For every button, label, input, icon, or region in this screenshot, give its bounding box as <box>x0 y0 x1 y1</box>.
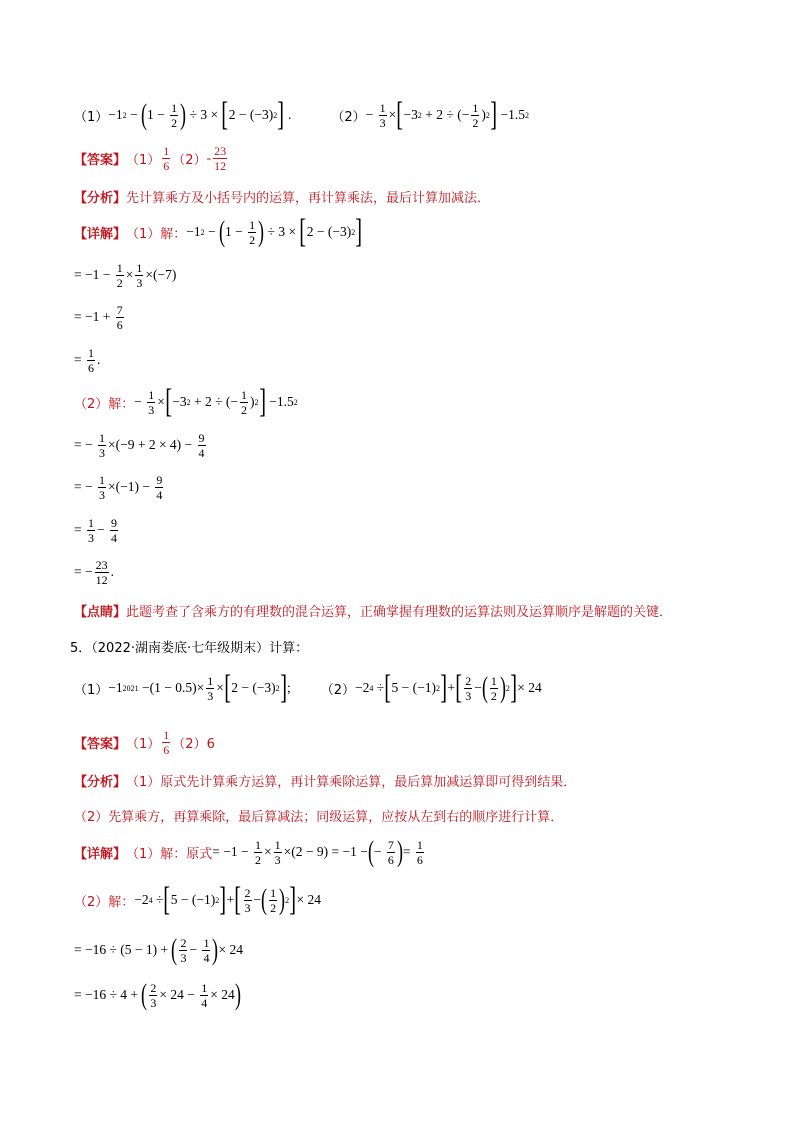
detail-line-5-1: 【详解】 （1）解：原式 = −1 − $\frac{1}{2}$ × $\frac{1}{3}$ ×(2 − 9) = −1 − ( − $\frac{7}{6}$ ) = $\frac{1}{6}$ <box>74 835 423 868</box>
detail-line-4-2: （2）解： − $\frac{1}{3}$ × [ −3 2 + 2 ÷ (− $\frac{1}{2}$ ) 2 ] −1.5 2 <box>74 383 298 420</box>
analysis-text: 先计算乘方及小括号内的运算，再计算乘法，最后计算加减法． <box>126 190 491 206</box>
step-line: = $\frac{1}{6}$ . <box>74 345 101 375</box>
part-2-label: （2） <box>331 109 366 125</box>
answer-line-4: 【答案】 （1） $\frac{1}{6}$ （2） - $\frac{23}{12}$ <box>74 143 227 173</box>
problem-4-statement <box>74 95 529 135</box>
step-line: = −1 − $\frac{1}{2}$ × $\frac{1}{3}$ ×(−7) <box>74 260 177 290</box>
answer-tag: 【答案】 <box>74 152 127 168</box>
step-line: = −16 ÷ 4 + ( $\frac{2}{3}$ × 24 − $\frac{1}{4}$ × 24 ) <box>74 978 241 1011</box>
comment-text: 此题考查了含乘方的有理数的混合运算，正确掌握有理数的运算法则及运算顺序是解题的关键． <box>126 604 673 620</box>
analysis-line-4: 【分析】 先计算乘方及小括号内的运算，再计算乘法，最后计算加减法． <box>74 176 490 216</box>
step-line: = −1 + $\frac{7}{6}$ <box>74 302 123 332</box>
step-line: = − $\frac{1}{3}$ ×(−1) − $\frac{9}{4}$ <box>74 472 163 502</box>
part-1-label: （1） <box>74 109 109 125</box>
expr-4-2: − $\frac{1}{3}$ × [ −3 2 + 2 ÷ (− $\frac{1}{2}$ ) 2 ] −1.5 2 <box>365 96 530 133</box>
step-line: = − $\frac{23}{12}$ . <box>74 557 114 587</box>
problem-5-header: 5．（2022·湖南娄底·七年级期末）计算： <box>70 640 309 656</box>
detail-line-5-2: （2）解： −2 4 ÷ [ 5 − (−1) 2 ] + [ $\frac{2}{3}$ − ( $\frac{1}{2}$ ) 2 ] × 24 <box>74 881 321 918</box>
analysis-line-5-1: 【分析】 （1）原式先计算乘方运算，再计算乘除运算，最后算加减运算即可得到结果． <box>74 774 577 790</box>
answer-line-5: 【答案】 （1） $\frac{1}{6}$ （2）6 <box>74 727 215 757</box>
problem-5-statement: （1） −1 2021 −(1 − 0.5)× $\frac{1}{3}$ × [ 2 − (−3) 2 ] ; （2） −2 4 ÷ [ 5 − (−1) 2 ] + [ $\frac{2}{3}$ − ( $\frac{1}{2}$ ) 2 ] × 24 <box>74 669 542 706</box>
step-line: = $\frac{1}{3}$ − $\frac{9}{4}$ <box>74 515 117 545</box>
comment-line-4: 【点睛】 此题考查了含乘方的有理数的混合运算，正确掌握有理数的运算法则及运算顺序是解题的关键． <box>74 590 672 630</box>
detail-line-4-1: 【详解】 （1）解： −1 2 − ( 1 − $\frac{1}{2}$ ) ÷ 3 × [ 2 − (−3) 2 ] <box>74 213 363 250</box>
step-line: = − $\frac{1}{3}$ ×(−9 + 2 × 4) − $\frac{9}{4}$ <box>74 430 205 460</box>
step-line: = −16 ÷ (5 − 1) + ( $\frac{2}{3}$ − $\frac{1}{4}$ ) × 24 <box>74 933 243 966</box>
analysis-line-5-2: （2）先算乘方，再算乘除，最后算减法；同级运算，应按从左到右的顺序进行计算． <box>74 809 564 825</box>
expr-4-1: −1 2 − ( 1 − $\frac{1}{2}$ ) ÷ 3 × [ 2 − (−3) 2 ] . <box>108 96 292 133</box>
